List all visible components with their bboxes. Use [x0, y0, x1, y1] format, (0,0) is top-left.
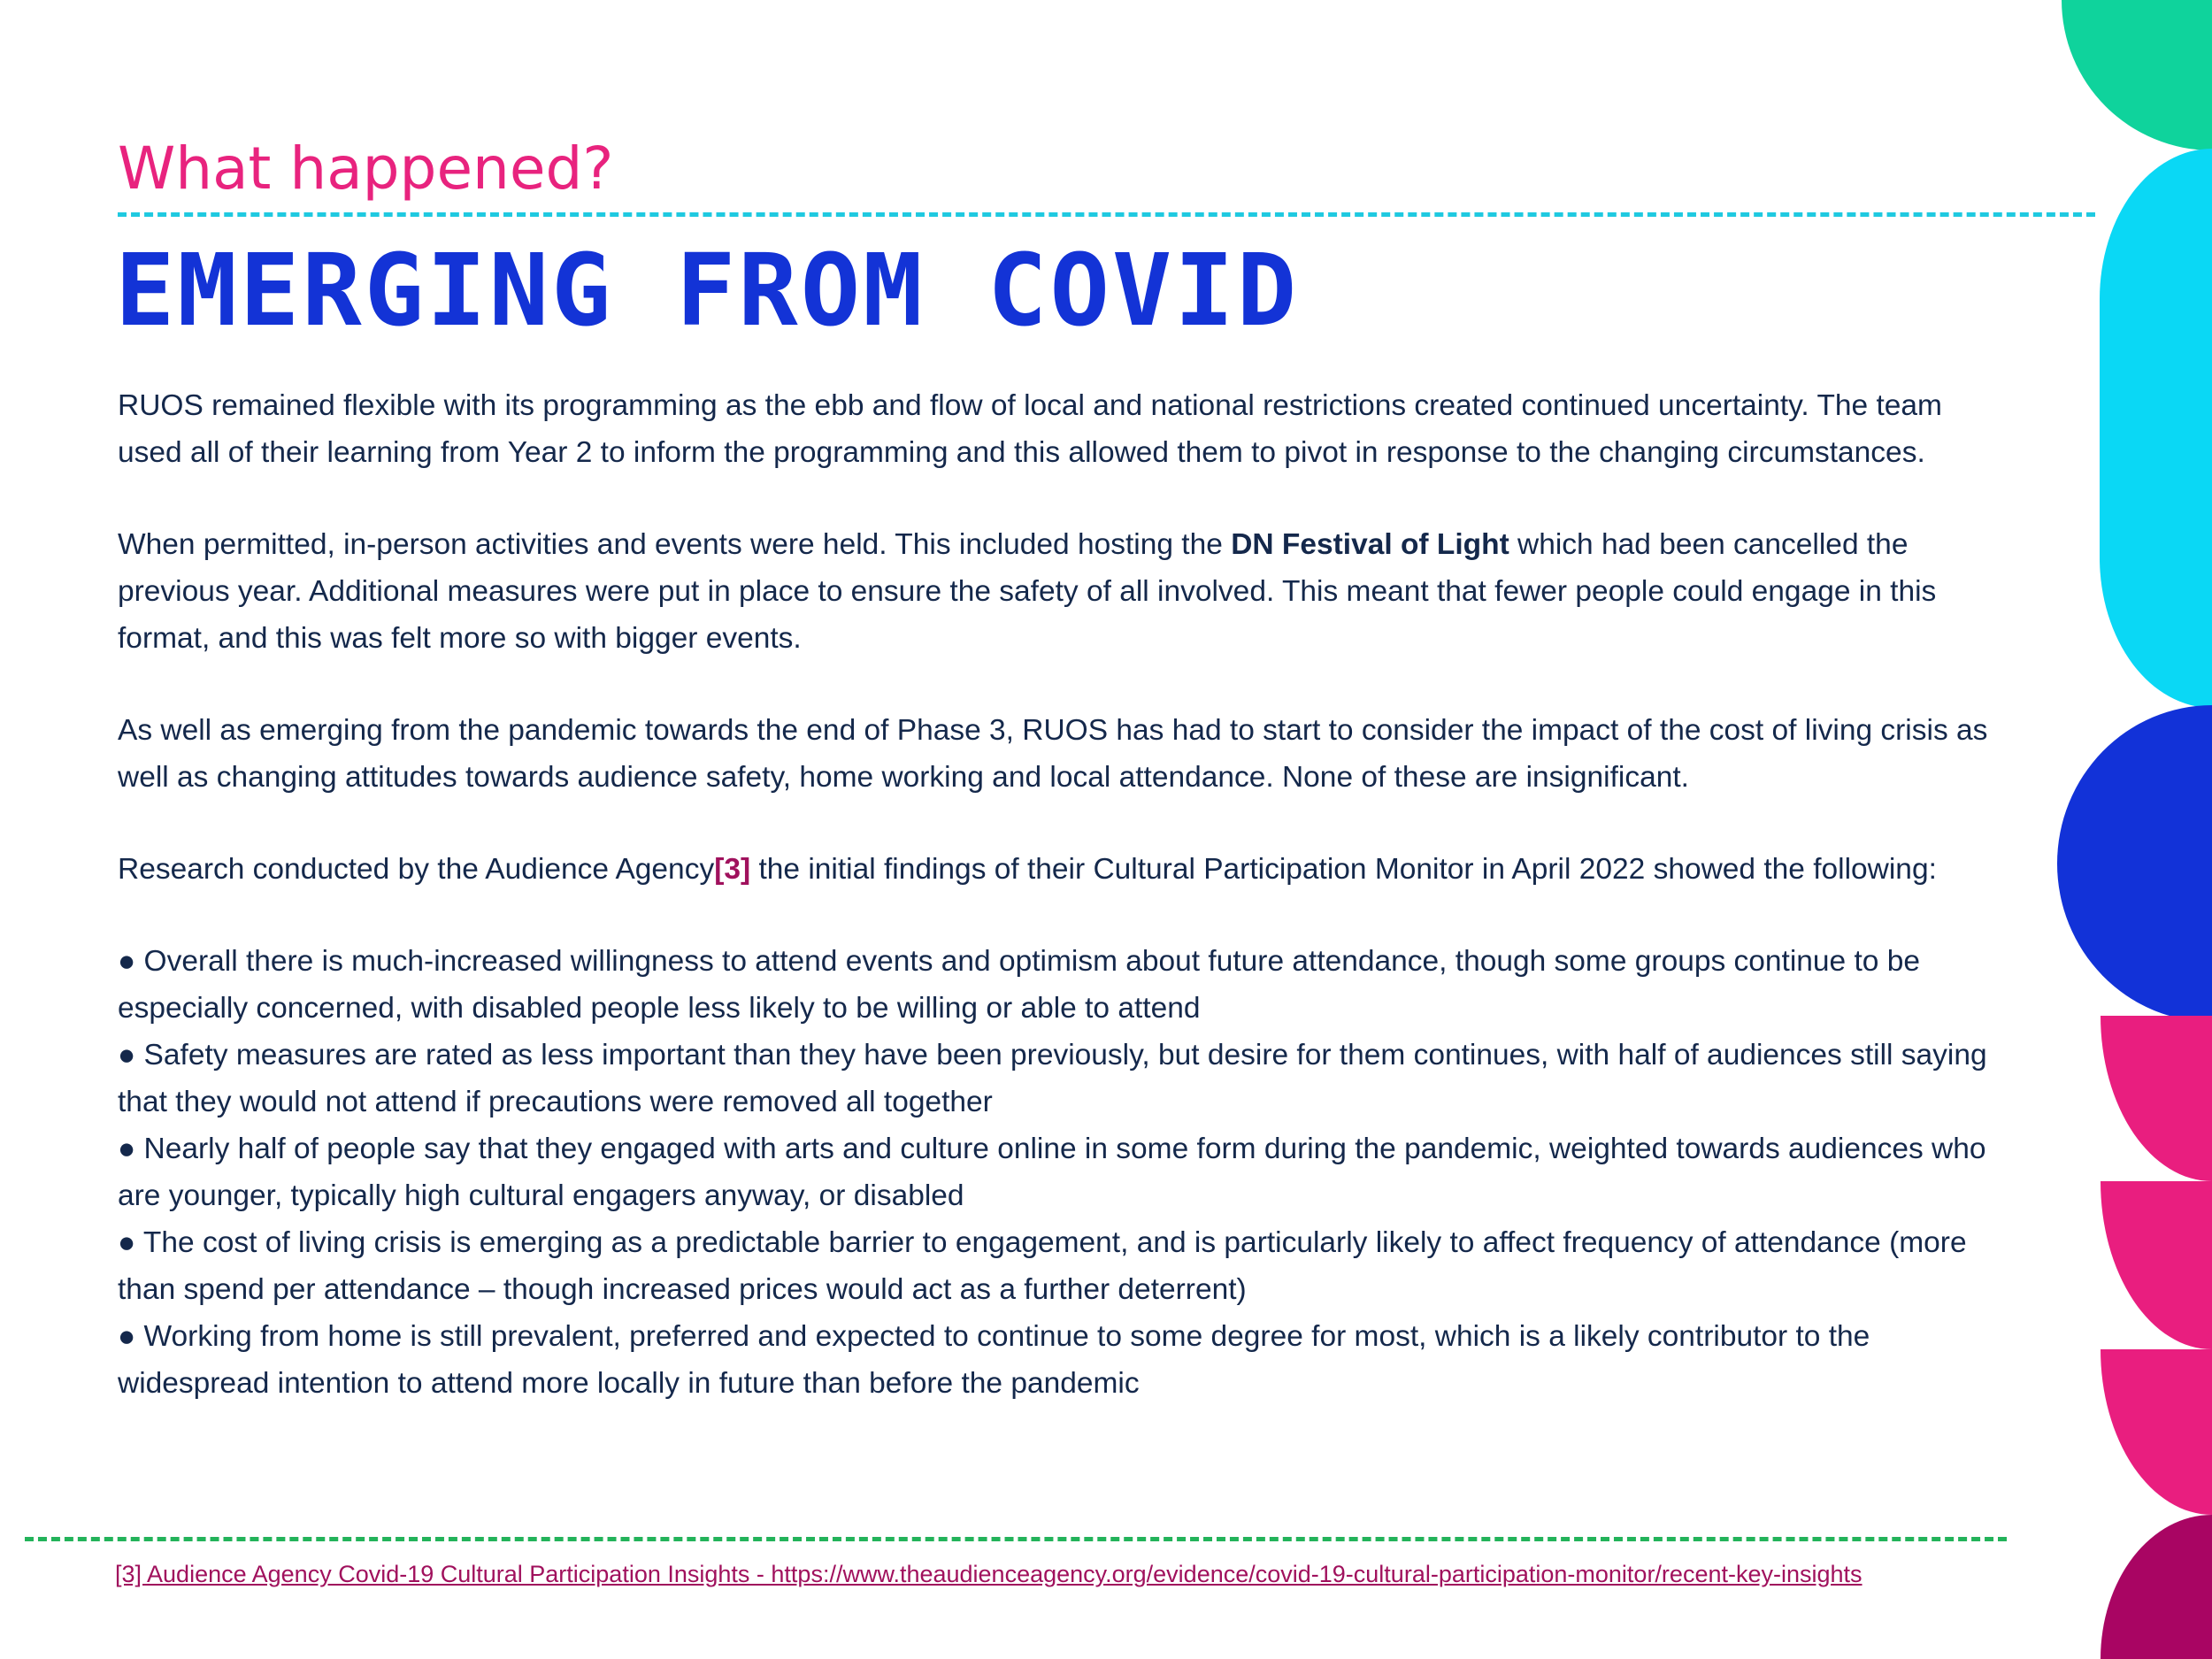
paragraph-3: As well as emerging from the pandemic towards the end of Phase 3, RUOS has had to start to consider the impact of the cost of living crisis as well as changing attitudes towards audience safety, home working and local attendance. None of these are insignificant. [118, 714, 1988, 794]
list-item: ● Safety measures are rated as less important than they have been previously, but desire for them continues, with half of audiences still saying that they would not attend if precautions were removed all together [118, 1039, 1987, 1118]
footnote-link[interactable]: [3] Audience Agency Covid-19 Cultural Participation Insights - https://www.theaudienceagency.org/evidence/covid-19-cultural-participation-monitor/recent-key-insights [115, 1561, 1863, 1587]
top-dashed-rule [118, 212, 2095, 217]
blue-semicircle-shape [2057, 705, 2212, 1022]
findings-list [118, 938, 2011, 1407]
paragraph-1: RUOS remained flexible with its programming as the ebb and flow of local and national restrictions created continued uncertainty. The team used all of their learning from Year 2 to inform the programming and this allowed them to pivot in response to the changing circumstances. [118, 389, 1942, 469]
footnote-ref-link[interactable]: [3] [714, 853, 751, 886]
paragraph-4 [118, 846, 2011, 893]
list-item: ● The cost of living crisis is emerging as a predictable barrier to engagement, and is particularly likely to affect frequency of attendance (more than spend per attendance – though increased prices would act as a further deterrent) [118, 1226, 1967, 1306]
decorative-shapes [2035, 0, 2212, 1659]
cyan-pill-shape [2100, 149, 2212, 708]
list-item: ● Nearly half of people say that they engaged with arts and culture online in some form during the pandemic, weighted towards audiences who are younger, typically high cultural engagers anyway, or disabled [118, 1133, 1986, 1212]
list-item: ● Overall there is much-increased willingness to attend events and optimism about future attendance, though some groups continue to be especially concerned, with disabled people less likely to be willing or able to attend [118, 945, 1920, 1025]
section-kicker: What happened? [118, 134, 614, 203]
page-title: EMERGING FROM COVID [115, 234, 1300, 349]
paragraph-2-text-a: When permitted, in-person activities and events were held. This included hosting the [118, 528, 1232, 561]
magenta-semicircle-shape [2101, 1515, 2212, 1659]
paragraph-2 [118, 521, 2011, 662]
bottom-dashed-rule [25, 1537, 2007, 1541]
green-semicircle-shape [2062, 0, 2212, 150]
paragraph-4-text-a: Research conducted by the Audience Agency [118, 853, 715, 886]
paragraph-2-text-b: which had been cancelled the previous year. Additional measures were put in place to ensure the safety of all involved. This meant that fewer people could engage in this format, and this was felt more so with bigger events. [118, 528, 1937, 655]
pink-quarter-shape-2 [2101, 1181, 2212, 1349]
body-text [118, 382, 2011, 1407]
list-item: ● Working from home is still prevalent, preferred and expected to continue to some degree for most, which is a likely contributor to the widespread intention to attend more locally in future than before the pandemic [118, 1320, 1870, 1400]
pink-quarter-shape-3 [2101, 1349, 2212, 1515]
pink-quarter-shape-1 [2101, 1016, 2212, 1181]
paragraph-4-text-b: the initial findings of their Cultural Participation Monitor in April 2022 showed the following: [750, 853, 1937, 886]
festival-name: DN Festival of Light [1231, 528, 1509, 561]
